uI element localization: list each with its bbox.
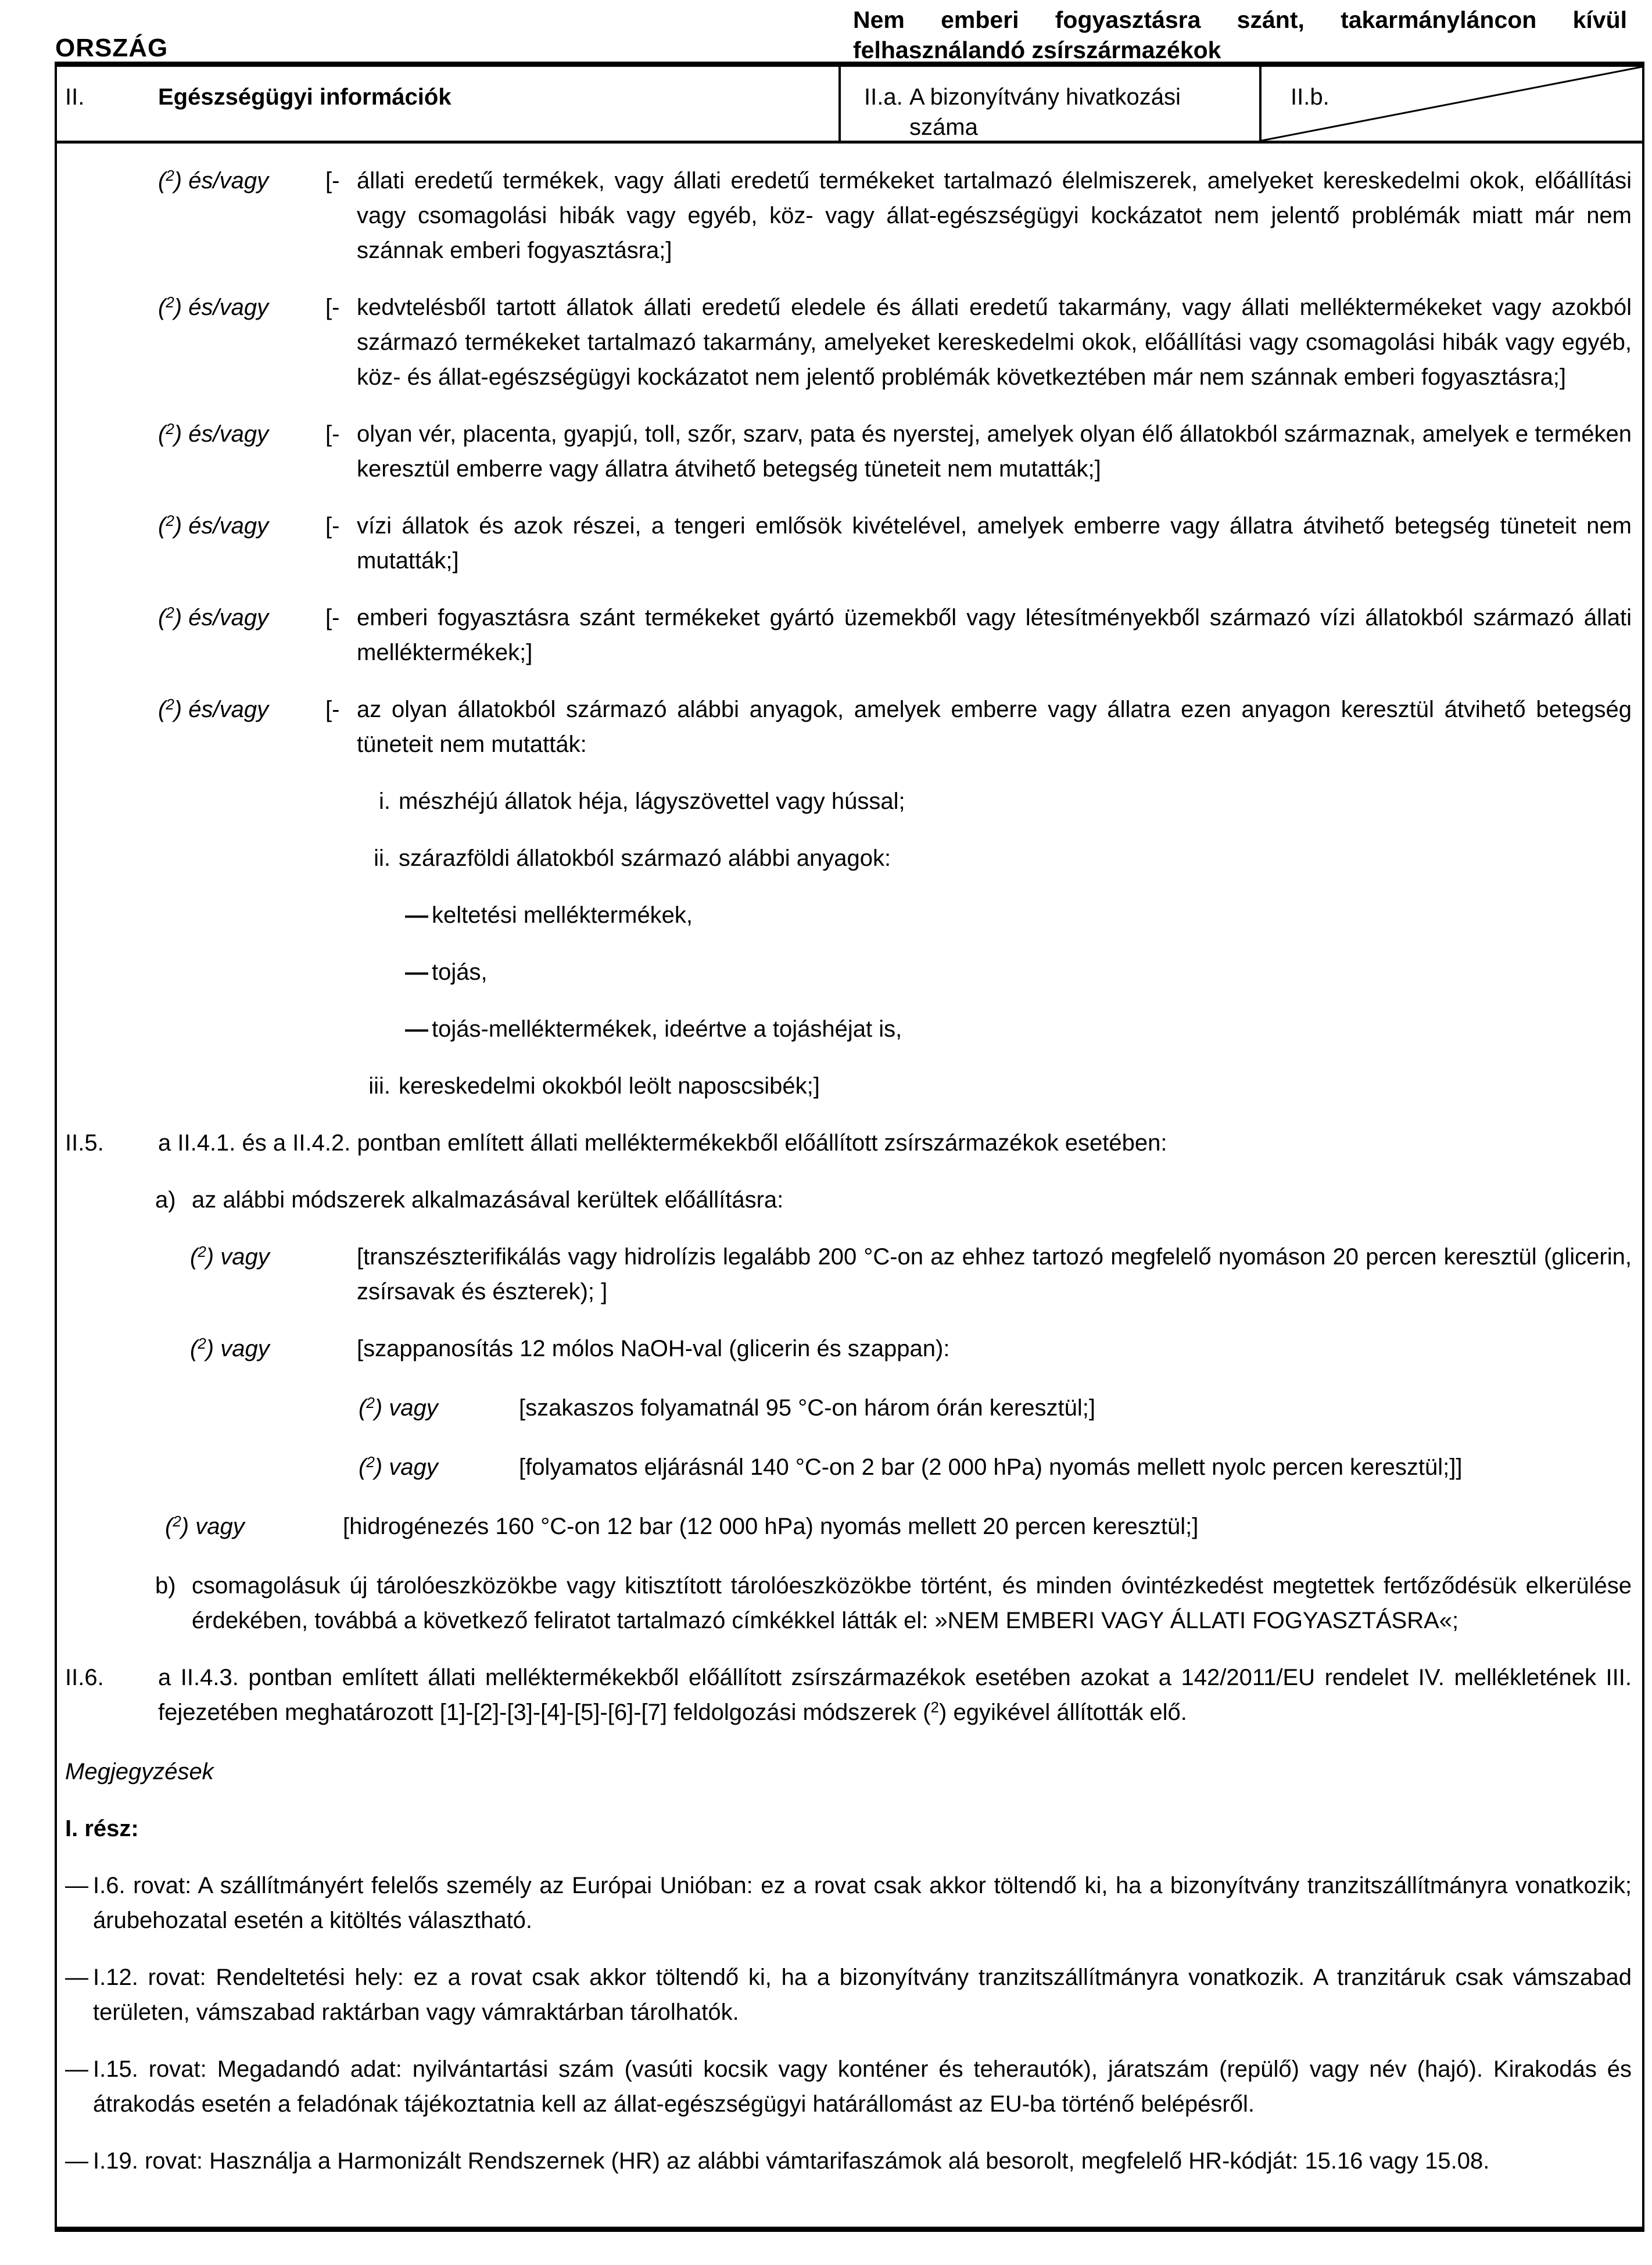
statement-row-note_dash — [65, 2052, 1632, 2121]
statement-row-or2 — [65, 1450, 1632, 1487]
header-cell-health-info — [57, 67, 841, 141]
footnote-marker: 2 — [366, 1394, 375, 1411]
statement-text: olyan vér, placenta, gyapjú, toll, szőr, szarv, pata és nyerstej, amelyek olyan élő állatokból származnak, amelyek e terméken keresztül emberre vagy állatra átvihető betegség tüneteit nem mutatták;] — [357, 421, 1632, 482]
statement-text: állati eredetű termékek, vagy állati eredetű termékeket tartalmazó élelmiszerek, amelyeket kereskedelmi okok, előállítási vagy csomagolási hibák vagy egyéb, köz- vagy állat-egészségügyi kockázatot nem jelentő problémák miatt már nem szánnak emberi fogyasztásra;] — [357, 168, 1632, 263]
statement-text: kereskedelmi okokból leölt naposcsibék;] — [399, 1073, 820, 1099]
statement-row-note_dash — [65, 2144, 1632, 2178]
footnote-marker: 2 — [930, 1698, 940, 1716]
alternative-marker: ($^2$) vagy — [165, 1513, 245, 1539]
dash-bullet: — — [65, 2148, 88, 2174]
statement-row-part_bold — [65, 1811, 1632, 1846]
statement-row-numbered — [65, 1126, 1632, 1160]
statement-text: [szappanosítás 12 mólos NaOH-val (glicerin és szappan): — [357, 1336, 950, 1361]
roman-item-marker: ii. — [374, 845, 390, 871]
open-bracket: [- — [325, 295, 340, 320]
statement-row-numbered — [65, 1660, 1632, 1732]
clause-number: II.6. — [65, 1665, 104, 1690]
footnote-marker: 2 — [166, 293, 174, 311]
footnote-marker: 2 — [166, 696, 174, 713]
statement-row-note_dash — [65, 1868, 1632, 1938]
alternative-marker: ($^2$) és/vagy — [158, 512, 269, 539]
roman-item-marker: i. — [379, 789, 390, 814]
statement-text: I.12. rovat: Rendeltetési hely: ez a rovat csak akkor töltendő ki, ha a bizonyítvány tranzitszállítmányra vonatkozik. A tranzitáruk csak vámszabad területen, vámszabad raktárban vagy vámraktárban tárolhatók. — [93, 1965, 1632, 2025]
statement-row-note_italic — [65, 1754, 1632, 1789]
table-header-row — [57, 67, 1642, 144]
statement-text: Megjegyzések — [65, 1759, 214, 1784]
statement-text: kedvtelésből tartott állatok állati eredetű eledele és állati eredetű takarmány, vagy állati melléktermékeket vagy azokból származó termékeket tartalmazó takarmány, amelyeket kereskedelmi okok, előállítási vagy csomagolási hibák vagy egyéb, köz- és állat-egészségügyi kockázatot nem jelentő problémák következtében már nem szánnak emberi fogyasztásra;] — [357, 295, 1632, 390]
open-bracket: [- — [325, 421, 340, 447]
statement-row-or0 — [65, 1509, 1632, 1546]
statement-row-roman — [65, 841, 1632, 876]
footnote-marker: 2 — [166, 512, 174, 529]
document-title: Nem emberi fogyasztásra szánt, takarmányláncon kívül felhasználandó zsírszármazékok — [853, 6, 1627, 63]
statement-text: a II.4.3. pontban említett állati melléktermékekből előállított zsírszármazékok esetében azokat a 142/2011/EU rendelet IV. mellékletének III. fejezetében meghatározott [1]-[2]-[3]-[4]-[5]-[6]-[7] feldolgozási módszerek ($^2$) egyikével állították elő. — [158, 1665, 1632, 1725]
statement-text: [transzészterifikálás vagy hidrolízis legalább 200 °C-on az ehhez tartozó megfelelő nyomáson 20 percen keresztül (glicerin, zsírsavak és észterek); ] — [357, 1244, 1632, 1304]
alternative-marker: ($^2$) vagy — [190, 1243, 270, 1270]
statement-row-alpha — [65, 1182, 1632, 1217]
health-info-body — [57, 144, 1642, 2227]
statement-text: I.15. rovat: Megadandó adat: nyilvántartási szám (vasúti kocsik vagy konténer és teherautók), járatszám (repülő) vagy név (hajó). Kirakodás és átrakodás esetén a feladónak tájékoztatnia kell az állat-egészségügyi határállomást az EU-ba történő belépésről. — [93, 2056, 1632, 2117]
alternative-marker: ($^2$) és/vagy — [158, 420, 269, 447]
open-bracket: [- — [325, 168, 340, 193]
header-cell-num: II.b. — [1291, 84, 1330, 110]
dash-bullet: — — [405, 1016, 428, 1042]
footnote-marker: 2 — [166, 167, 174, 184]
statement-text: szárazföldi állatokból származó alábbi anyagok: — [399, 845, 891, 871]
statement-text: I.19. rovat: Használja a Harmonizált Rendszernek (HR) az alábbi vámtarifaszámok alá besorolt, megfelelő HR-kódját: 15.16 vagy 15.08. — [93, 2148, 1490, 2174]
alpha-item-marker: a) — [155, 1187, 176, 1213]
statement-text: [hidrogénezés 160 °C-on 12 bar (12 000 hPa) nyomás mellett 20 percen keresztül;] — [343, 1514, 1199, 1539]
dash-bullet: — — [405, 902, 428, 928]
statement-row-andor — [65, 163, 1632, 268]
statement-row-andor — [65, 600, 1632, 670]
statement-text: tojás-melléktermékek, ideértve a tojáshéjat is, — [432, 1016, 902, 1042]
statement-text: keltetési melléktermékek, — [432, 902, 693, 928]
alternative-marker: ($^2$) és/vagy — [158, 167, 269, 193]
page-top-header — [0, 0, 1652, 62]
dash-bullet: — — [65, 1873, 88, 1898]
statement-row-roman — [65, 784, 1632, 819]
header-cell-label: A bizonyítvány hivatkozási száma — [909, 84, 1181, 140]
alternative-marker: ($^2$) vagy — [190, 1335, 270, 1361]
statement-text: [folyamatos eljárásnál 140 °C-on 2 bar (2 000 hPa) nyomás mellett nyolc percen keresztül;]] — [519, 1454, 1463, 1480]
statement-text: a II.4.1. és a II.4.2. pontban említett állati melléktermékekből előállított zsírszármazékok esetében: — [158, 1130, 1167, 1156]
open-bracket: [- — [325, 697, 340, 722]
certificate-table — [55, 62, 1644, 2232]
header-cell-label: Egészségügyi információk — [158, 84, 451, 110]
statement-text: [szakaszos folyamatnál 95 °C-on három órán keresztül;] — [519, 1395, 1095, 1421]
statement-text: I. rész: — [65, 1816, 139, 1841]
statement-row-dash — [65, 955, 1632, 990]
header-cell-num: II.a. — [864, 84, 903, 110]
header-cell-num: II. — [65, 84, 85, 110]
statement-text: csomagolásuk új tárolóeszközökbe vagy kitisztított tárolóeszközökbe történt, és minden óvintézkedést megtettek fertőződésük elkerülése érdekében, továbbá a következő feliratot tartalmazó címkékkel látták el: »NEM EMBERI VAGY ÁLLATI FOGYASZTÁSRA«; — [192, 1573, 1632, 1633]
country-label: ORSZÁG — [55, 34, 169, 62]
statement-text: emberi fogyasztásra szánt termékeket gyártó üzemekből vagy létesítményekből származó vízi állatokból származó állati melléktermékek;] — [357, 605, 1632, 665]
statement-text: tojás, — [432, 959, 488, 985]
footnote-marker: 2 — [166, 604, 174, 621]
statement-row-note_dash — [65, 1960, 1632, 2030]
alternative-marker: ($^2$) és/vagy — [158, 293, 269, 320]
alternative-marker: ($^2$) vagy — [359, 1453, 438, 1480]
statement-text: I.6. rovat: A szállítmányért felelős személy az Európai Unióban: ez a rovat csak akkor töltendő ki, ha a bizonyítvány tranzitszállítmányra vonatkozik; árubehozatal esetén a kitöltés választható. — [93, 1873, 1632, 1933]
header-cell-certificate-ref — [841, 67, 1262, 141]
alternative-marker: ($^2$) és/vagy — [158, 604, 269, 630]
statement-row-alpha — [65, 1568, 1632, 1638]
statement-row-andor — [65, 290, 1632, 395]
clause-number: II.5. — [65, 1130, 104, 1156]
footnote-marker: 2 — [173, 1513, 181, 1530]
alpha-item-marker: b) — [155, 1573, 176, 1599]
statement-row-or2 — [65, 1390, 1632, 1428]
statement-row-dash — [65, 898, 1632, 933]
statement-text: az alábbi módszerek alkalmazásával kerültek előállításra: — [192, 1187, 784, 1213]
footnote-marker: 2 — [198, 1335, 206, 1352]
statement-text: az olyan állatokból származó alábbi anyagok, amelyek emberre vagy állatra ezen anyagon keresztül átvihető betegség tüneteit nem mutatták: — [357, 697, 1632, 757]
alternative-marker: ($^2$) vagy — [359, 1394, 438, 1421]
header-cell-iib — [1262, 67, 1642, 141]
footnote-marker: 2 — [166, 420, 174, 438]
dash-bullet: — — [65, 2056, 88, 2082]
open-bracket: [- — [325, 513, 340, 539]
footnote-marker: 2 — [366, 1453, 375, 1471]
statement-row-or1 — [65, 1331, 1632, 1368]
statement-text: mészhéjú állatok héja, lágyszövettel vagy hússal; — [399, 789, 905, 814]
statement-row-roman — [65, 1069, 1632, 1103]
footnote-marker: 2 — [198, 1243, 206, 1260]
roman-item-marker: iii. — [368, 1073, 390, 1099]
open-bracket: [- — [325, 605, 340, 630]
statement-row-andor — [65, 508, 1632, 578]
statement-row-dash — [65, 1012, 1632, 1047]
statement-text: vízi állatok és azok részei, a tengeri emlősök kivételével, amelyek emberre vagy állatra átvihető betegség tüneteit nem mutatták;] — [357, 513, 1632, 574]
dash-bullet: — — [405, 959, 428, 985]
dash-bullet: — — [65, 1965, 88, 1990]
statement-row-andor — [65, 692, 1632, 762]
alternative-marker: ($^2$) és/vagy — [158, 696, 269, 722]
statement-row-andor — [65, 417, 1632, 486]
statement-row-or1 — [65, 1239, 1632, 1309]
